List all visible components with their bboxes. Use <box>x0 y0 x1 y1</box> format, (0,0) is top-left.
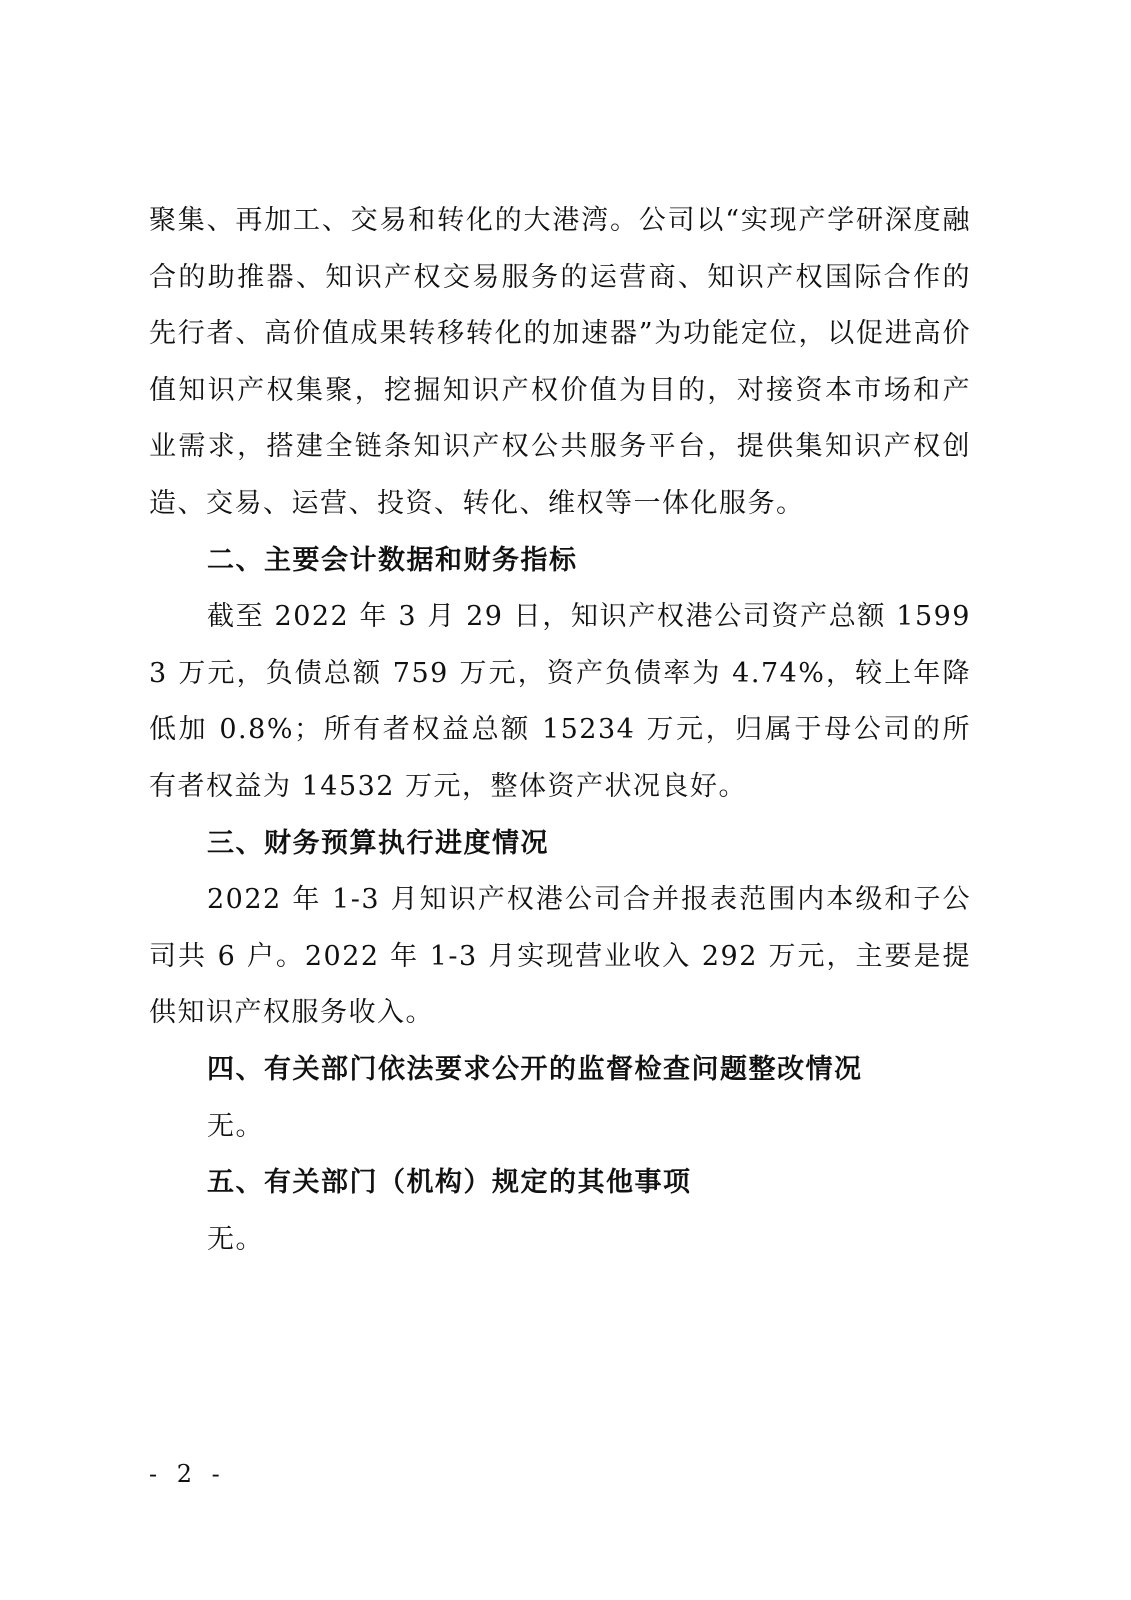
section-heading-financial-data: 二、主要会计数据和财务指标 <box>207 544 578 576</box>
section-body-budget-progress: 2022 年 1-3 月知识产权港公司合并报表范围内本级和子公司共 6 户。2022 年 1-3 月实现营业收入 292 万元，主要是提供知识产权服务收入。 <box>149 884 971 1029</box>
section-body-inspection-rectification: 无。 <box>207 1110 264 1142</box>
document-body <box>149 193 971 1268</box>
section-body-financial-data: 截至 2022 年 3 月 29 日，知识产权港公司资产总额 15993 万元，负债总额 759 万元，资产负债率为 4.74%，较上年降低加 0.8%；所有者权益总额 15234 万元，归属于母公司的所有者权益为 14532 万元，整体资产状况良好。 <box>149 601 971 802</box>
section-body-other-matters: 无。 <box>207 1223 264 1255</box>
page-number: - 2 - <box>149 1460 226 1488</box>
section-heading-budget-progress: 三、财务预算执行进度情况 <box>207 827 549 859</box>
intro-paragraph: 聚集、再加工、交易和转化的大港湾。公司以“实现产学研深度融合的助推器、知识产权交易服务的运营商、知识产权国际合作的先行者、高价值成果转移转化的加速器”为功能定位，以促进高价值知识产权集聚，挖掘知识产权价值为目的，对接资本市场和产业需求，搭建全链条知识产权公共服务平台，提供集知识产权创造、交易、运营、投资、转化、维权等一体化服务。 <box>149 205 971 519</box>
section-heading-other-matters: 五、有关部门（机构）规定的其他事项 <box>207 1167 692 1199</box>
section-heading-inspection-rectification: 四、有关部门依法要求公开的监督检查问题整改情况 <box>207 1053 863 1085</box>
